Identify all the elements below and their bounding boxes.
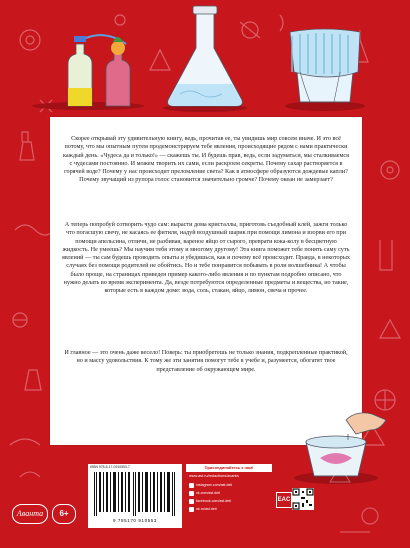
ok-icon bbox=[189, 507, 194, 512]
instagram-icon bbox=[189, 483, 194, 488]
social-link-instagram[interactable] bbox=[189, 482, 232, 488]
barcode-block bbox=[88, 464, 182, 528]
publisher-logo: Аванта bbox=[12, 504, 48, 524]
paragraph-3-text: И главное — это очень даже весело! Поверь: ты приобретешь не только знания, подкрепленные практикой, но и массу удовольствия. К тому же эти занятия помогут тебе в учебе и, разумеется, обогатят твое представление об окружающем мире. bbox=[64, 349, 348, 373]
bottles-experiment-illustration bbox=[28, 28, 148, 110]
social-link-text: vk.com/ast.deti bbox=[196, 491, 220, 495]
paragraph-2-text: А теперь попробуй сотворить чудо сам: вырасти дома кристаллы, приготовь съедобный клей, зажги только что погасшую свечу, не касаясь ее фитиля, надуй воздушный шарик при помощи лимона и взорви его при помощи апельсина, отличи, не разбивая, вареное яйцо от сырого, преврати кока-колу в бесцветную жидкость. Не умеешь? Мы научим тебя этому и многому другому! Эта книга поможет тебе понять саму суть явлений — ты сам будешь проводить опыты и убедишься, как и почему всё происходит. Правда, в некоторых случаях без помощи родителей не обойтись. Но и тебе понравится побывать в роли волшебника! А чтобы было проще, на страницах приведен пример какого-либо явления и по пунктам подробно описано, что нужно делать во время эксперимента. Да, везде потребуются определенные предметы и вещества, но такие, которые есть в каждом доме: вода, соль, стакан, яйцо, лимон, свеча и прочее. bbox=[62, 221, 350, 295]
social-link-text: facebook.com/ast.deti bbox=[196, 499, 231, 503]
facebook-icon bbox=[189, 499, 194, 504]
eac-mark: EAC bbox=[276, 492, 292, 508]
flask-illustration bbox=[150, 0, 260, 112]
join-us-label: Присоединяйтесь к нам! bbox=[186, 464, 272, 472]
description-paragraph-1 bbox=[62, 135, 350, 185]
description-panel bbox=[50, 117, 362, 445]
barcode-icon bbox=[92, 472, 178, 516]
social-link-vk[interactable] bbox=[189, 490, 220, 496]
vertical-code bbox=[76, 452, 82, 492]
barcode-number: 9 785170 910553 bbox=[112, 518, 158, 523]
age-rating-badge: 6+ bbox=[52, 504, 76, 524]
description-paragraph-2 bbox=[62, 221, 350, 296]
social-link-text: ok.ru/ast.deti bbox=[196, 507, 217, 511]
social-link-facebook[interactable] bbox=[189, 498, 231, 504]
social-links-block bbox=[186, 464, 276, 528]
social-link-ok[interactable] bbox=[189, 506, 217, 512]
social-link-text: instagram.com/ast.deti bbox=[196, 483, 233, 487]
description-paragraph-3 bbox=[62, 349, 350, 374]
paragraph-1-text: Скорее открывай эту удивительную книгу, ведь, прочитав ее, ты увидишь мир совсем иначе. И это всё потому, что мы опытным путем продемонстрируем тебе явления, происходящие рядом с нами практически каждый день. «Чудеса да и только!» — скажешь ты. И будешь прав, ведь, если задуматься, мы сталкиваемся с чудесами постоянно. И можем творить их сами, если раскроем секреты. Почему сахар растворяется в горячей воде? Почему у нас происходит преломление света? Как в атмосфере образуются дождевые капли? Почему звучащий из рупора голос становится значительно громче? Почему океан не замерзает? bbox=[63, 135, 349, 184]
isbn-line: ISBN 978-5-17-0910553-7 bbox=[90, 465, 130, 469]
website-link[interactable]: www.ast.ru/redactions/avanta bbox=[189, 474, 239, 478]
vk-icon bbox=[189, 491, 194, 496]
qr-code-icon bbox=[292, 488, 314, 510]
glass-with-cloth-illustration bbox=[270, 22, 370, 112]
